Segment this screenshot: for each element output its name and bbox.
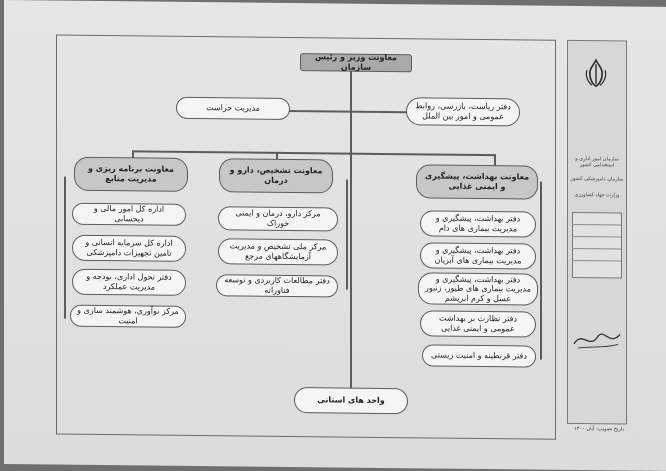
dept-health: معاونت بهداشت، پیشگیری و ایمنی غذایی: [416, 164, 538, 199]
diagnosis-unit: دفتر مطالعات کاربردی و توسعه فناورانه: [216, 274, 338, 297]
dept-diagnosis: معاونت تشخیص، دارو و درمان: [219, 158, 333, 193]
provincial-units-box: واحد های استانی: [294, 387, 408, 414]
sidebar-line-2: سازمان دامپزشکی کشور: [570, 175, 624, 183]
planning-unit: مرکز نوآوری، هوشمند سازی و امنیت: [70, 305, 186, 328]
security-box: مدیریت حراست: [176, 97, 290, 120]
diagnosis-unit: مرکز ملی تشخیص و مدیریت آزمایشگاههای مرجع: [218, 238, 338, 265]
health-unit: دفتر نظارت بر بهداشت عمومی و ایمنی غذایی: [420, 310, 536, 337]
planning-unit: اداره کل سرمایه انسانی و تامین تجهیزات دامپزشکی: [72, 235, 186, 262]
approval-table: [572, 212, 622, 279]
health-unit: دفتر بهداشت، پیشگیری و مدیریت بیماری های طیور، زنبور عسل و کرم ابریشم: [418, 272, 538, 305]
inspection-box: دفتر ریاست، بازرسی، روابط عمومی و امور بین الملل: [406, 97, 520, 126]
connector: [346, 180, 348, 290]
connector: [64, 177, 66, 319]
approval-date: تاریخ تصویب: آبان ۱۴۰۰: [574, 425, 624, 433]
signature-icon: [570, 324, 624, 355]
diagnosis-unit: مرکز دارو، درمان و ایمنی خوراک: [218, 206, 338, 231]
dept-planning: معاونت برنامه ریزی و مدیریت منابع: [74, 157, 188, 192]
health-unit: دفتر بهداشت، پیشگیری و مدیریت بیماری های آبزیان: [420, 242, 536, 269]
planning-unit: اداره کل امور مالی و ذیحسابی: [72, 203, 186, 226]
connector: [350, 70, 352, 390]
national-emblem-icon: [583, 58, 609, 88]
health-unit: دفتر بهداشت، پیشگیری و مدیریت بیماری های دام: [420, 210, 536, 237]
sidebar-line-3: وزارت جهاد کشاورزی: [574, 191, 620, 199]
health-unit: دفتر قرنطینه و امنیت زیستی: [422, 344, 536, 367]
top-title-box: معاونت وزیر و رئیس سازمان: [300, 53, 412, 72]
planning-unit: دفتر تحول اداری، بودجه و مدیریت عملکرد: [72, 269, 186, 296]
paper-sheet: [4, 0, 666, 471]
sidebar-line-1: سازمان امور اداری و استخدامی کشور: [575, 155, 619, 169]
connector: [540, 182, 542, 360]
